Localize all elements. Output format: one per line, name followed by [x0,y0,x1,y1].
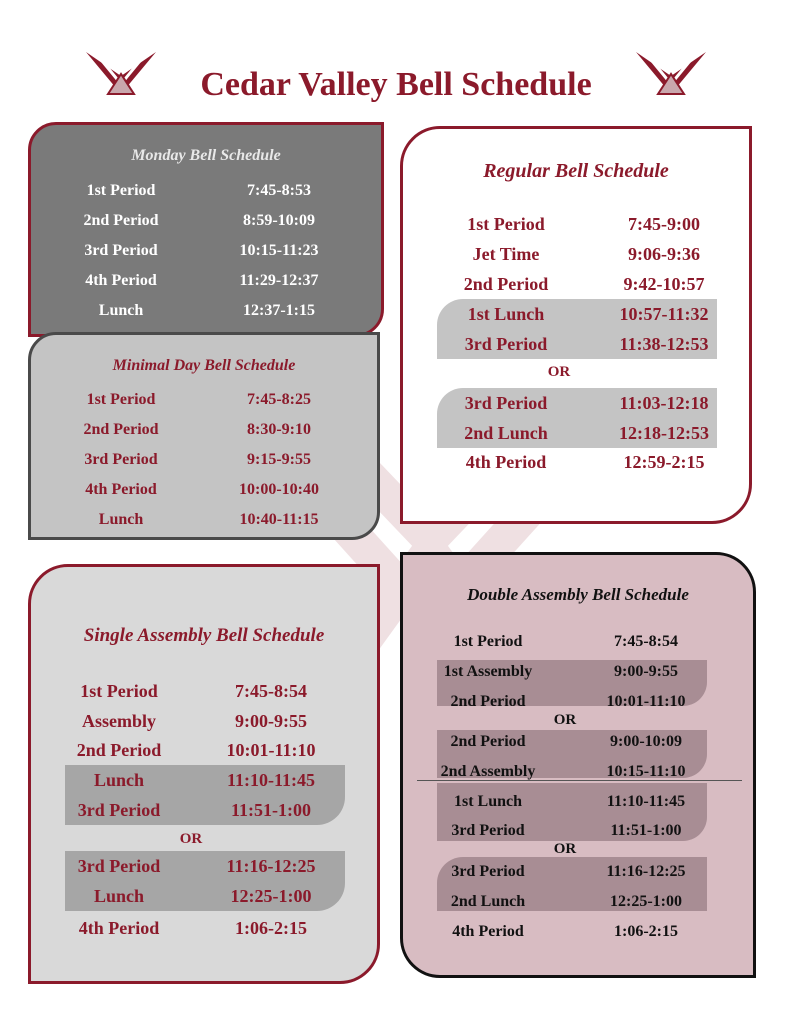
schedule-row [403,727,753,757]
period-label: 4th Period [452,923,524,940]
schedule-row [31,735,377,765]
or-separator: OR [179,831,203,847]
period-time: 9:15-9:55 [247,451,311,468]
schedule-row [403,269,749,299]
schedule-row [31,206,381,236]
period-label: 4th Period [465,452,547,472]
period-time: 10:15-11:10 [606,763,686,780]
minimal-day-schedule-box [28,332,380,540]
period-time: 7:45-8:54 [614,633,678,650]
schedule-row [31,765,377,795]
period-label: 2nd Period [450,693,526,710]
schedule-row [403,687,753,717]
schedule-row [403,209,749,239]
period-label: 2nd Period [76,740,162,760]
period-label: Lunch [93,886,145,906]
period-label: Lunch [98,511,144,528]
schedule-row [403,329,749,359]
schedule-row [403,757,753,787]
period-label: 2nd Period [450,733,526,750]
period-time: 12:18-12:53 [619,423,709,443]
schedule-row [403,816,753,846]
period-time: 7:45-8:54 [235,681,307,701]
period-time: 10:40-11:15 [239,511,319,528]
schedule-row [31,913,377,943]
period-time: 11:10-11:45 [227,770,315,790]
period-time: 8:59-10:09 [243,212,315,229]
schedule-row [31,385,377,415]
period-label: 1st Period [80,681,158,701]
schedule-row [31,706,377,736]
box-title: Minimal Day Bell Schedule [112,357,296,374]
period-label: 3rd Period [84,451,158,468]
period-label: 4th Period [78,918,160,938]
period-label: 3rd Period [451,863,525,880]
period-time: 9:00-9:55 [235,711,307,731]
period-time: 12:59-2:15 [623,452,705,472]
period-label: 2nd Lunch [464,423,548,443]
period-label: 1st Lunch [467,304,545,324]
period-label: 2nd Period [463,274,549,294]
box-title: Double Assembly Bell Schedule [467,585,689,604]
period-label: 2nd Lunch [450,893,526,910]
schedule-row [403,447,749,477]
period-time: 9:00-10:09 [610,733,682,750]
period-label: 1st Period [86,182,156,199]
period-time: 11:51-1:00 [231,800,311,820]
period-time: 11:03-12:18 [619,393,709,413]
period-time: 11:16-12:25 [606,863,686,880]
period-label: 3rd Period [464,334,548,354]
schedule-row [403,887,753,917]
period-label: 4th Period [85,272,157,289]
period-time: 11:10-11:45 [606,793,686,810]
period-time: 7:45-8:25 [247,391,311,408]
period-time: 12:37-1:15 [243,302,315,319]
box-title: Single Assembly Bell Schedule [83,625,325,646]
or-separator: OR [553,712,577,728]
period-time: 11:38-12:53 [619,334,709,354]
period-time: 8:30-9:10 [247,421,311,438]
period-time: 10:57-11:32 [619,304,709,324]
box-title: Monday Bell Schedule [131,147,281,164]
period-time: 10:00-10:40 [239,481,319,498]
schedule-row [403,857,753,887]
schedule-row [31,881,377,911]
schedule-row [31,296,381,326]
schedule-row [31,851,377,881]
period-label: 2nd Period [83,421,159,438]
schedule-row [403,418,749,448]
double-assembly-schedule-box [400,552,756,978]
period-label: 4th Period [85,481,157,498]
schedule-row [403,657,753,687]
period-time: 9:00-9:55 [614,663,678,680]
monday-schedule-box [28,122,384,337]
box-title: Regular Bell Schedule [483,160,669,182]
schedule-row [31,176,381,206]
period-label: 1st Assembly [443,663,533,680]
schedule-row [31,795,377,825]
regular-schedule-box [400,126,752,524]
or-separator: OR [553,841,577,857]
period-label: 3rd Period [84,242,158,259]
schedule-row [403,917,753,947]
period-time: 7:45-8:53 [247,182,311,199]
period-label: 3rd Period [464,393,548,413]
period-time: 7:45-9:00 [628,214,700,234]
schedule-row [31,445,377,475]
schedule-row [403,239,749,269]
period-label: 1st Lunch [453,793,523,810]
period-time: 1:06-2:15 [235,918,307,938]
period-time: 9:42-10:57 [623,274,705,294]
schedule-row [403,299,749,329]
period-label: Lunch [93,770,145,790]
schedule-row [31,236,381,266]
period-label: 2nd Period [83,212,159,229]
period-time: 11:29-12:37 [239,272,319,289]
period-label: 3rd Period [77,800,161,820]
schedule-row [31,415,377,445]
or-separator: OR [547,364,571,380]
schedule-row [403,787,753,817]
schedule-row [403,627,753,657]
schedule-row [31,505,377,535]
period-label: Lunch [98,302,144,319]
period-label: 1st Period [453,633,523,650]
page-title: Cedar Valley Bell Schedule [200,66,592,103]
period-time: 10:01-11:10 [606,693,686,710]
schedule-row [31,475,377,505]
period-time: 9:06-9:36 [628,244,700,264]
schedule-row [31,676,377,706]
period-time: 1:06-2:15 [614,923,678,940]
period-time: 12:25-1:00 [230,886,312,906]
period-label: 1st Period [467,214,545,234]
period-time: 11:51-1:00 [610,822,682,839]
period-label: Assembly [81,711,156,731]
period-time: 10:01-11:10 [226,740,316,760]
schedule-row [31,266,381,296]
schedule-row [403,388,749,418]
period-label: 1st Period [86,391,156,408]
period-label: 3rd Period [451,822,525,839]
period-time: 11:16-12:25 [226,856,316,876]
period-label: Jet Time [472,244,540,264]
period-label: 2nd Assembly [440,763,536,780]
period-time: 10:15-11:23 [239,242,319,259]
period-time: 12:25-1:00 [610,893,682,910]
period-label: 3rd Period [77,856,161,876]
single-assembly-schedule-box [28,564,380,984]
